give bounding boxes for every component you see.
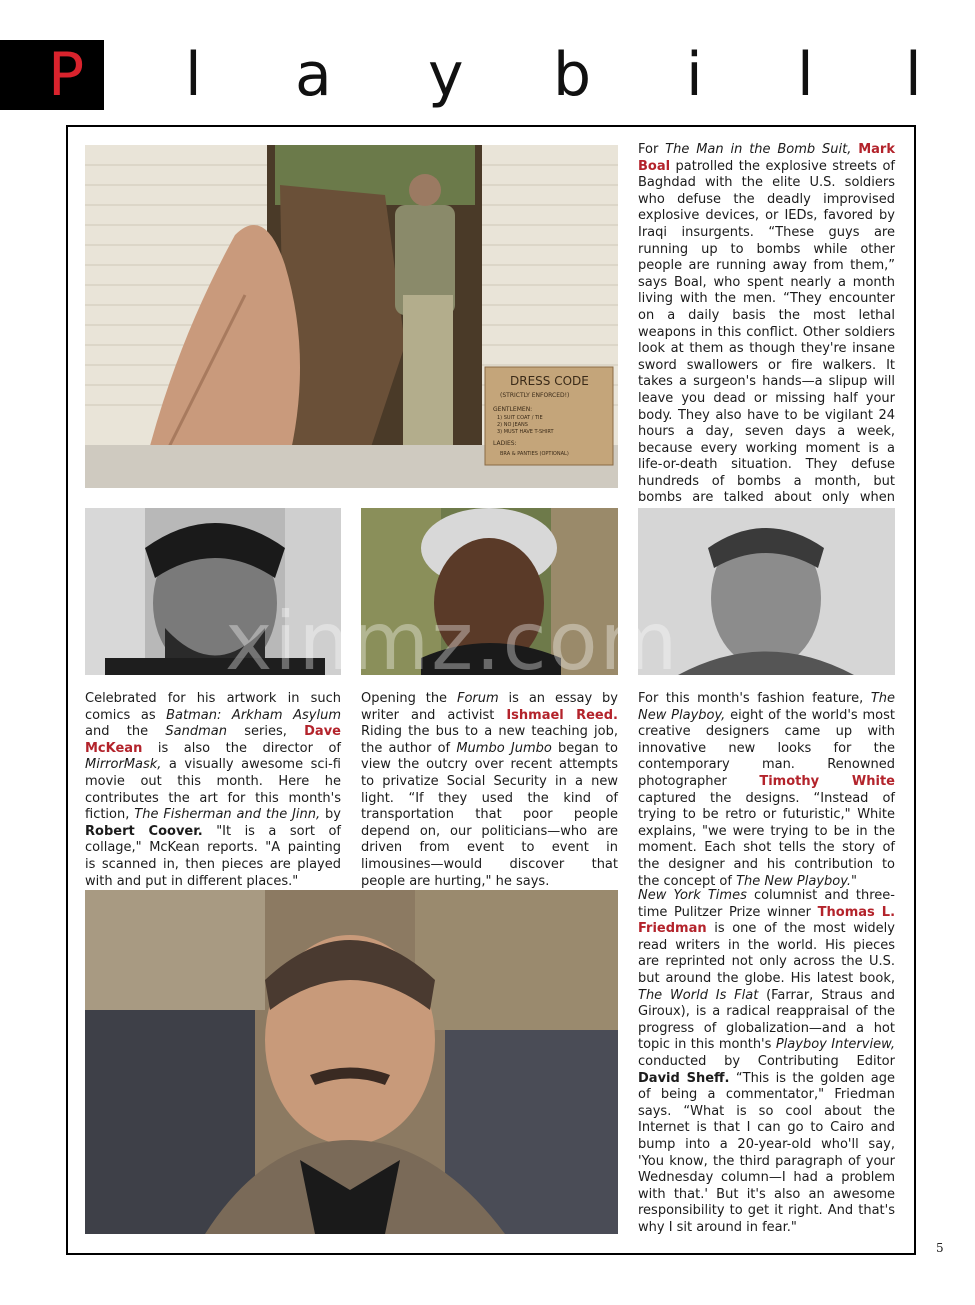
sign-rule: 2) NO JEANS — [497, 422, 528, 428]
masthead-letter: l — [185, 40, 202, 110]
masthead-letter: i — [686, 40, 703, 110]
boal-caption: For The Man in the Bomb Suit, Mark Boal patrolled the explosive streets of Baghdad with the elite U.S. soldiers who defuse the deadly improvised explosive devices, or IEDs, favored by Iraqi insurgents. “These guys are running up to bombs while other people are running away from them,” says Boal, who spent nearly a month living with the men. “They encounter on a daily basis the most lethal weapons in this conflict. Other soldiers look at them as though they're insane sword swallowers or fire walkers. It takes a surgeon's hands—a slipup will leave you dead or missing half your body. They also have to be vigilant 24 hours a day, seven days a week, because every working moment is a life-or-death situation. They defuse hundreds of bombs a month, but bombs are talked about only when — [638, 142, 895, 506]
reed-caption: Opening the Forum is an essay by writer and activist Ishmael Reed. Riding the bus to a new teaching job, the author of Mumbo Jumbo began to view the outcry over recent attempts to privatize Social Security in a new light. “If they used the kind of transportation that poor people depend on, our politicians—who are driven from event to event in limousines—would discover that people are hurting," he says. — [361, 691, 619, 889]
photo-mark-boal — [85, 145, 618, 488]
sign-gentlemen: GENTLEMEN: — [493, 406, 533, 413]
masthead-letter: b — [553, 40, 592, 110]
watermark: xinmz.com — [225, 595, 680, 688]
masthead — [0, 40, 975, 110]
friedman-caption: New York Times columnist and three-time Pulitzer Prize winner Thomas L. Friedman is one of the most widely read writers in the world. His pieces are reprinted not only across the U.S. but around the globe. His latest book, The World Is Flat (Farrar, Straus and Giroux), is a radical reappraisal of the progress of globalization—and a hot topic in this month's Playboy Interview, conducted by Contributing Editor David Sheff. “This is the golden age of being a commentator," Friedman says. “What is so cool about the Internet is that I can go to Cairo and bump into a 20-year-old who'll say, 'You know, the third paragraph of your Wednesday column—I had a problem with that.' But it's also an awesome responsibility to get it right. And that's why I sit around in fear." — [638, 888, 896, 1235]
photo-ishmael-reed — [361, 508, 618, 675]
sign-rule: BRA & PANTIES (OPTIONAL) — [500, 451, 569, 457]
masthead-p-box — [0, 40, 104, 110]
page-number: 5 — [936, 1241, 944, 1255]
mckean-caption: Celebrated for his artwork in such comics as Batman: Arkham Asylum and the Sandman series, Dave McKean is also the director of MirrorMask, a visually awesome sci-fi movie out this month. Here he contributes the art for this month's fiction, The Fisherman and the Jinn, by Robert Coover. "It is a sort of collage," McKean reports. "A painting is scanned in, then pieces are played with and put in different places." — [85, 691, 341, 889]
photo-thomas-friedman — [85, 890, 618, 1234]
masthead-letter: l — [797, 40, 814, 110]
name-ishmael-reed: Ishmael Reed. — [506, 707, 618, 723]
sign-rule: 3) MUST HAVE T-SHIRT — [497, 429, 554, 435]
name-thomas-friedman: Thomas L. Friedman — [638, 904, 896, 937]
masthead-letter: y — [428, 40, 464, 110]
photo-dave-mckean — [85, 508, 341, 675]
masthead-letter: l — [905, 40, 922, 110]
masthead-letter: a — [295, 40, 332, 110]
white-caption: For this month's fashion feature, The New Playboy, eight of the world's most creative designers came up with innovative new looks for the contemporary man. Renowned photographer Timothy White captured the designs. “Instead of trying to be retro or futuristic," White explains, "we were trying to be in the moment. Each shot tells the story of the designer and his contribution to the concept of The New Playboy." — [638, 691, 895, 889]
name-dave-mckean: Dave McKean — [85, 724, 341, 756]
photo-timothy-white — [638, 508, 895, 675]
masthead-first-letter: P — [48, 40, 85, 110]
sign-ladies: LADIES: — [493, 440, 517, 447]
sign-rule: 1) SUIT COAT / TIE — [497, 415, 543, 421]
sign-subtitle: (STRICTLY ENFORCED!) — [500, 392, 570, 399]
sign-title: DRESS CODE — [510, 374, 589, 388]
name-timothy-white: Timothy White — [759, 773, 895, 789]
name-david-sheff: David Sheff. — [638, 1070, 730, 1086]
name-mark-boal: Mark Boal — [638, 142, 895, 174]
name-robert-coover: Robert Coover. — [85, 823, 203, 839]
